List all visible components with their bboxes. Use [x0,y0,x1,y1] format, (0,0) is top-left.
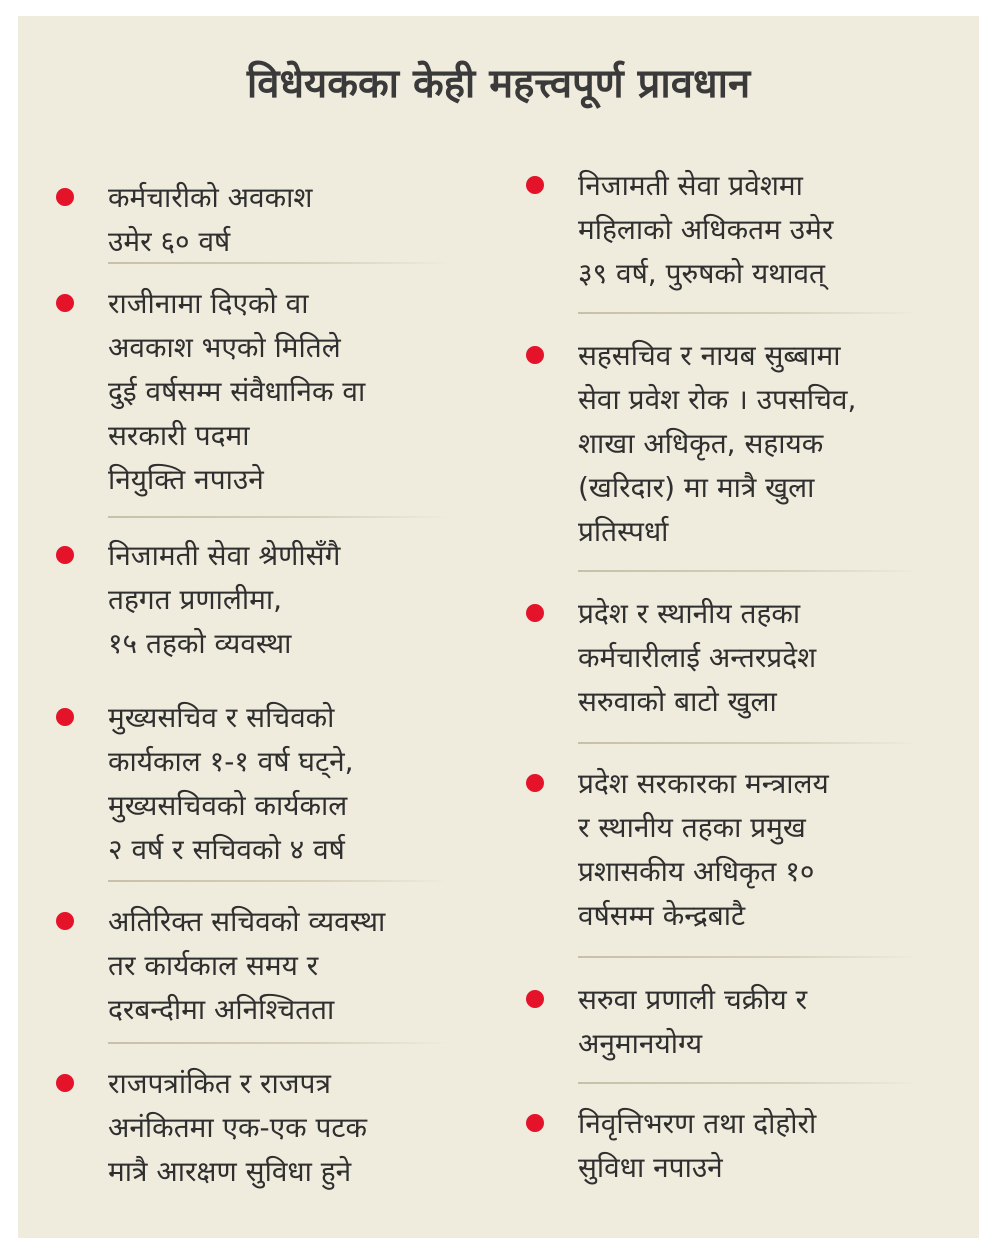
list-item-text: मुख्यसचिव र सचिवको कार्यकाल १-१ वर्ष घट्ने, मुख्यसचिवको कार्यकाल २ वर्ष र सचिवको ४ वर्ष [108,701,354,866]
list-item-text: निजामती सेवा श्रेणीसँगै तहगत प्रणालीमा, १५ तहको व्यवस्था [108,539,341,660]
page-title: विधेयकका केही महत्त्वपूर्ण प्रावधान [246,61,751,107]
divider [578,956,918,958]
divider [108,1042,448,1044]
divider [108,880,448,882]
divider [578,570,918,572]
divider [108,516,448,518]
list-item-text: सहसचिव र नायब सुब्बामा सेवा प्रवेश रोक । उपसचिव, शाखा अधिकृत, सहायक (खरिदार) मा मात्रै खुला प्रतिस्पर्धा [578,339,857,548]
bullet-icon [56,294,74,312]
bullet-icon [56,546,74,564]
list-item-text: कर्मचारीको अवकाश उमेर ६० वर्ष [108,181,313,258]
bullet-icon [526,176,544,194]
list-item-text: प्रदेश र स्थानीय तहका कर्मचारीलाई अन्तरप्रदेश सरुवाको बाटो खुला [578,597,817,718]
bullet-icon [526,990,544,1008]
divider [108,262,448,264]
list-item-text: सरुवा प्रणाली चक्रीय र अनुमानयोग्य [578,983,808,1060]
divider [578,1082,918,1084]
bullet-icon [56,912,74,930]
list-item-text: निजामती सेवा प्रवेशमा महिलाको अधिकतम उमेर ३९ वर्ष, पुरुषको यथावत् [578,169,834,290]
bullet-icon [526,604,544,622]
infographic-card [18,16,979,1238]
bullet-icon [526,1114,544,1132]
bullet-icon [526,774,544,792]
bullet-icon [526,346,544,364]
list-item-text: अतिरिक्त सचिवको व्यवस्था तर कार्यकाल समय र दरबन्दीमा अनिश्चितता [108,905,386,1026]
divider [578,742,918,744]
list-item-text: प्रदेश सरकारका मन्त्रालय र स्थानीय तहका प्रमुख प्रशासकीय अधिकृत १० वर्षसम्म केन्द्रबाटै [578,767,829,932]
bullet-icon [56,188,74,206]
list-item-text: राजपत्रांकित र राजपत्र अनंकितमा एक-एक पटक मात्रै आरक्षण सुविधा हुने [108,1067,368,1188]
bullet-icon [56,708,74,726]
divider [578,312,918,314]
bullet-icon [56,1074,74,1092]
list-item-text: राजीनामा दिएको वा अवकाश भएको मितिले दुई वर्षसम्म संवैधानिक वा सरकारी पदमा नियुक्ति नपाउने [108,287,366,496]
list-item-text: निवृत्तिभरण तथा दोहोरो सुविधा नपाउने [578,1107,817,1184]
